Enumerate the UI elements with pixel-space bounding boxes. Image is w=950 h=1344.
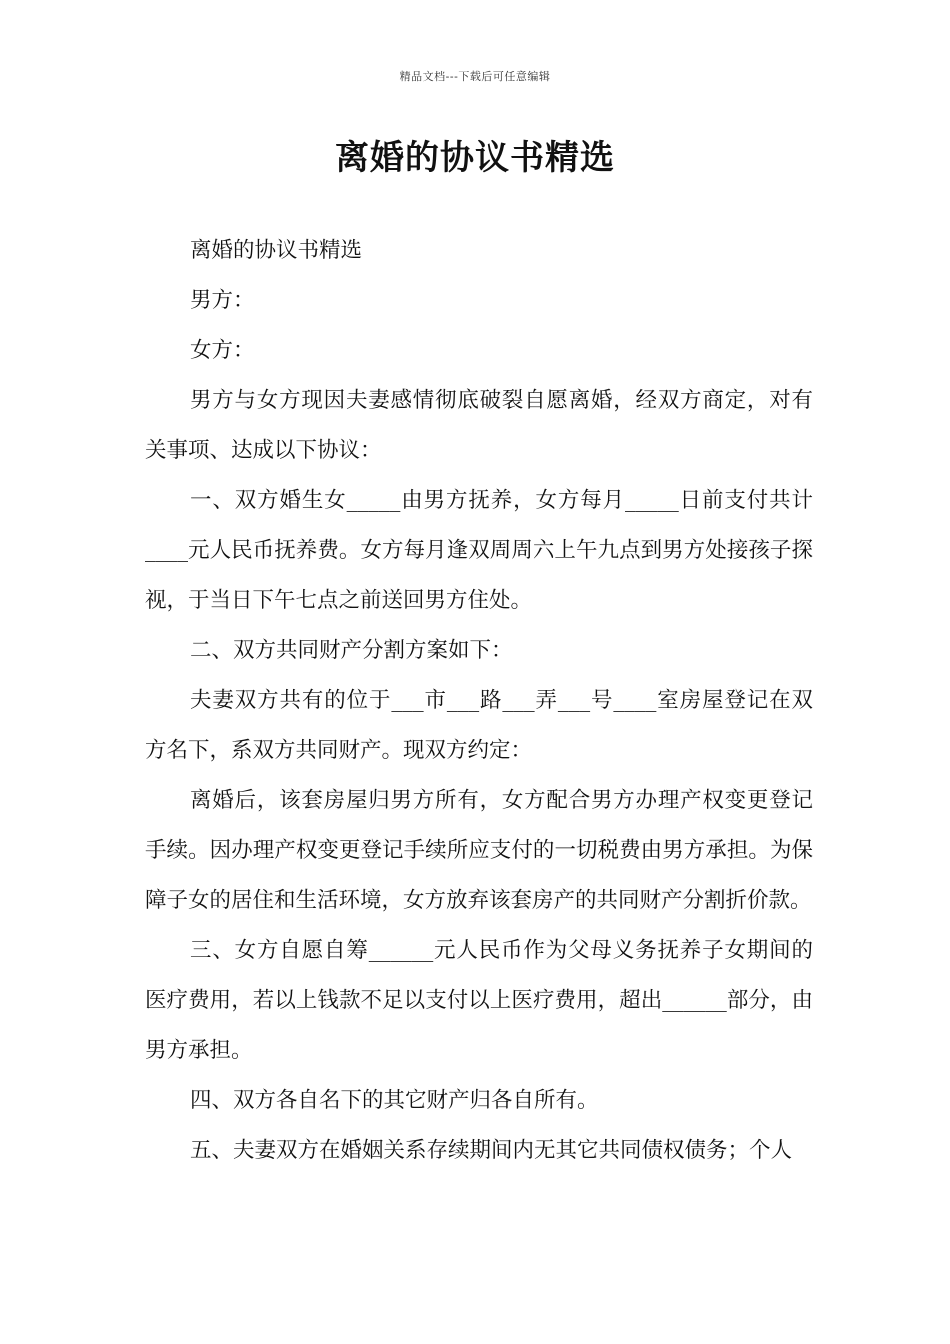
paragraph-property-location: 夫妻双方共有的位于___市___路___弄___号____室房屋登记在双方名下，系双方共同财产。现双方约定： bbox=[145, 688, 813, 763]
document-body bbox=[145, 226, 813, 1176]
paragraph-property-agreement: 离婚后，该套房屋归男方所有，女方配合男方办理产权变更登记手续。因办理产权变更登记手续所应支付的一切税费由男方承担。为保障子女的居住和生活环境，女方放弃该套房产的共同财产分割折价款。 bbox=[145, 788, 813, 913]
paragraph-clause-2: 二、双方共同财产分割方案如下： bbox=[190, 638, 513, 663]
paragraph-clause-3: 三、女方自愿自筹______元人民币作为父母义务抚养子女期间的医疗费用，若以上钱款不足以支付以上医疗费用，超出______部分，由男方承担。 bbox=[145, 938, 813, 1063]
paragraph-male-party: 男方： bbox=[190, 288, 255, 313]
paragraph-preamble: 男方与女方现因夫妻感情彻底破裂自愿离婚，经双方商定，对有关事项、达成以下协议： bbox=[145, 388, 813, 463]
paragraph-clause-5: 五、夫妻双方在婚姻关系存续期间内无其它共同债权债务；个人 bbox=[190, 1138, 793, 1163]
paragraph-female-party: 女方： bbox=[190, 338, 255, 363]
header-note: 精品文档---下载后可任意编辑 bbox=[399, 70, 551, 83]
document-title: 离婚的协议书精选 bbox=[335, 138, 615, 178]
paragraph-clause-4: 四、双方各自名下的其它财产归各自所有。 bbox=[190, 1088, 599, 1113]
paragraph-subtitle: 离婚的协议书精选 bbox=[190, 238, 363, 263]
paragraph-clause-1: 一、双方婚生女_____由男方抚养，女方每月_____日前支付共计____元人民币抚养费。女方每月逢双周周六上午九点到男方处接孩子探视，于当日下午七点之前送回男方住处。 bbox=[145, 488, 813, 613]
